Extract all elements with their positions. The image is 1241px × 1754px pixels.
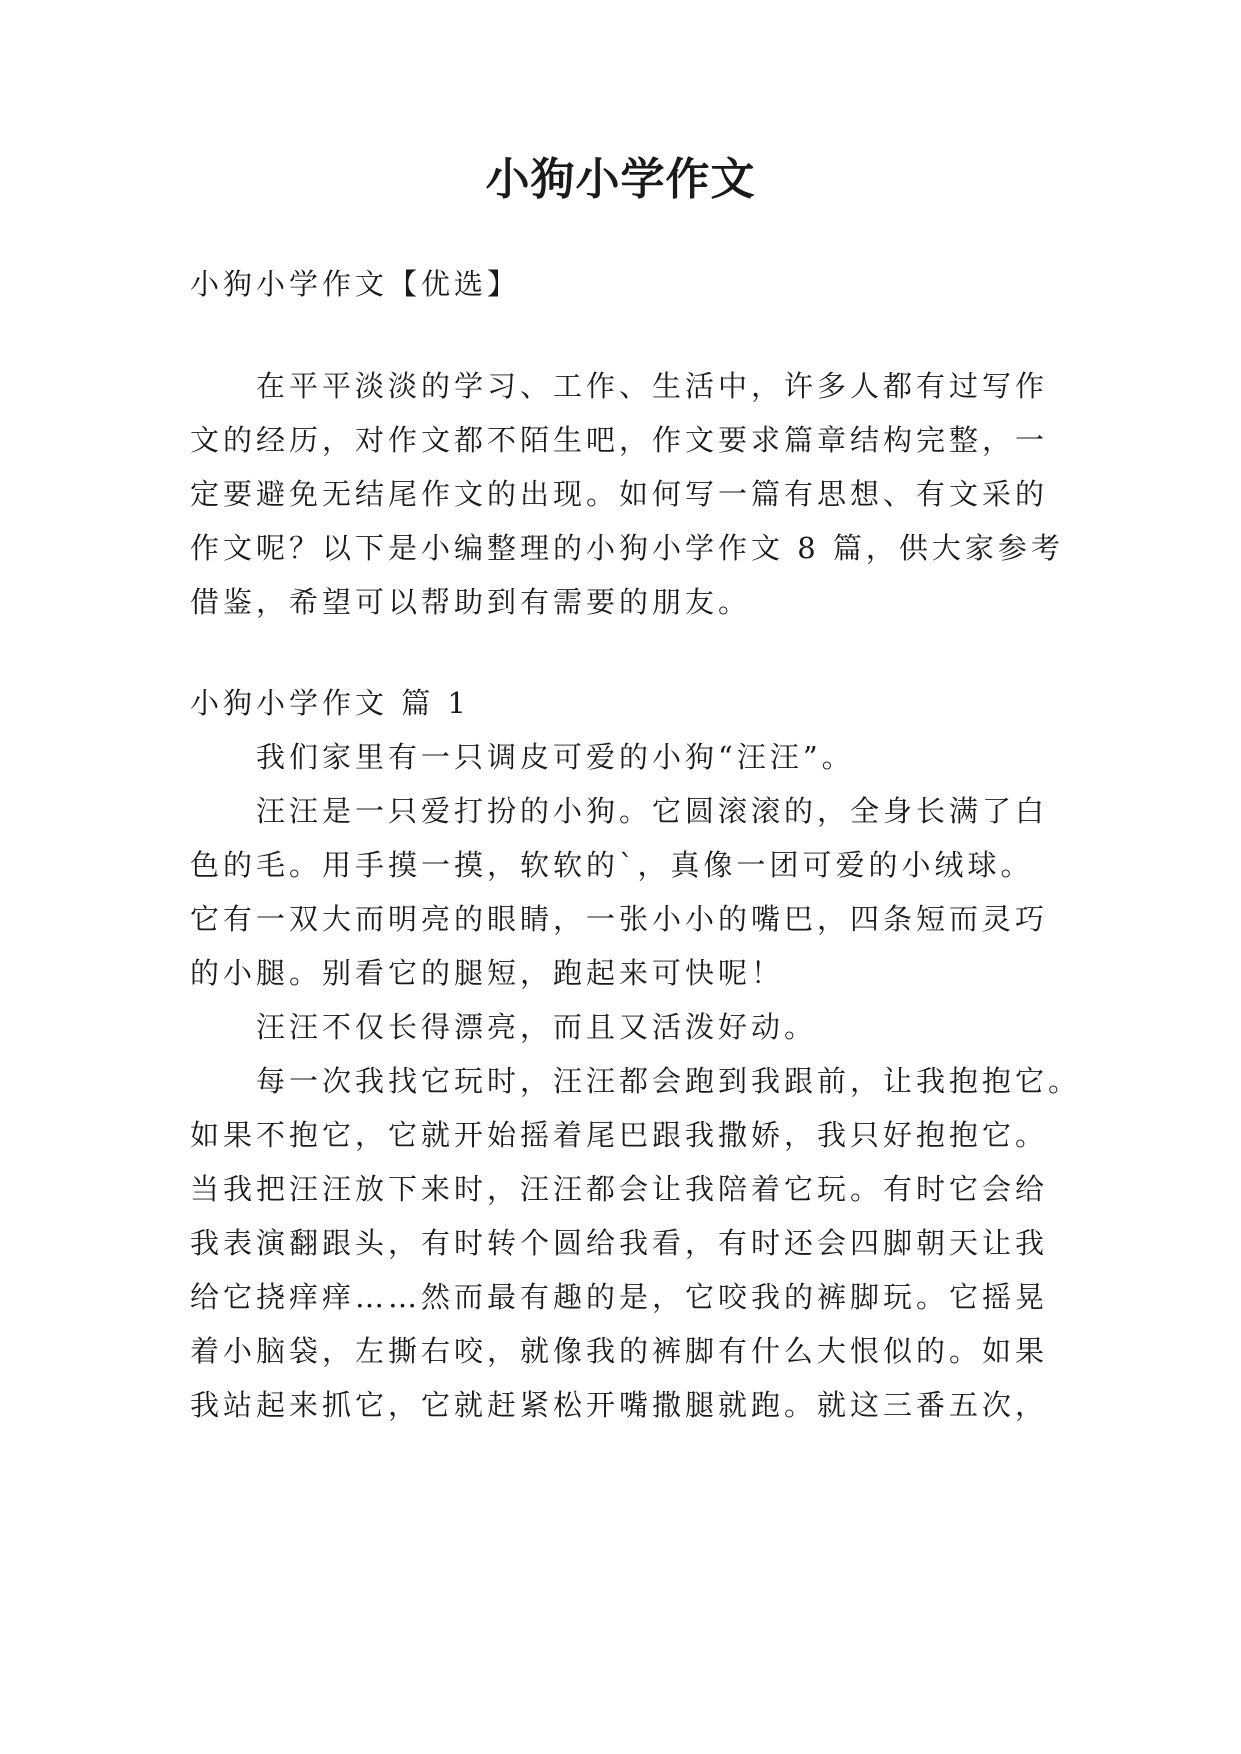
intro-line: 在平平淡淡的学习、工作、生活中，许多人都有过写作 xyxy=(256,369,1049,403)
intro-line: 借鉴，希望可以帮助到有需要的朋友。 xyxy=(190,585,752,619)
body-line: 给它挠痒痒……然而最有趣的是，它咬我的裤脚玩。它摇晃 xyxy=(190,1280,1049,1314)
body-line: 的小腿。别看它的腿短，跑起来可快呢！ xyxy=(190,956,785,990)
page-title: 小狗小学作文 xyxy=(485,154,756,205)
body-line: 汪汪不仅长得漂亮，而且又活泼好动。 xyxy=(256,1010,818,1044)
subtitle: 小狗小学作文【优选】 xyxy=(190,267,521,301)
section-heading: 小狗小学作文 篇 1 xyxy=(190,686,470,720)
body-line: 它有一双大而明亮的眼睛，一张小小的嘴巴，四条短而灵巧 xyxy=(190,902,1049,936)
body-line: 着小脑袋，左撕右咬，就像我的裤脚有什么大恨似的。如果 xyxy=(190,1334,1049,1368)
body-line: 我站起来抓它，它就赶紧松开嘴撒腿就跑。就这三番五次， xyxy=(190,1388,1049,1422)
body-line: 我们家里有一只调皮可爱的小狗“汪汪”。 xyxy=(256,740,855,774)
body-line: 当我把汪汪放下来时，汪汪都会让我陪着它玩。有时它会给 xyxy=(190,1172,1049,1206)
body-line: 汪汪是一只爱打扮的小狗。它圆滚滚的，全身长满了白 xyxy=(256,794,1049,828)
body-line: 色的毛。用手摸一摸，软软的`，真像一团可爱的小绒球。 xyxy=(190,848,1034,882)
body-line: 如果不抱它，它就开始摇着尾巴跟我撒娇，我只好抱抱它。 xyxy=(190,1118,1049,1152)
intro-line: 定要避免无结尾作文的出现。如何写一篇有思想、有文采的 xyxy=(190,477,1049,511)
intro-line: 文的经历，对作文都不陌生吧，作文要求篇章结构完整，一 xyxy=(190,423,1049,457)
body-line: 我表演翻跟头，有时转个圆给我看，有时还会四脚朝天让我 xyxy=(190,1226,1049,1260)
body-line: 每一次我找它玩时，汪汪都会跑到我跟前，让我抱抱它。 xyxy=(256,1064,1082,1098)
intro-line: 作文呢？以下是小编整理的小狗小学作文 8 篇，供大家参考 xyxy=(190,531,1064,565)
